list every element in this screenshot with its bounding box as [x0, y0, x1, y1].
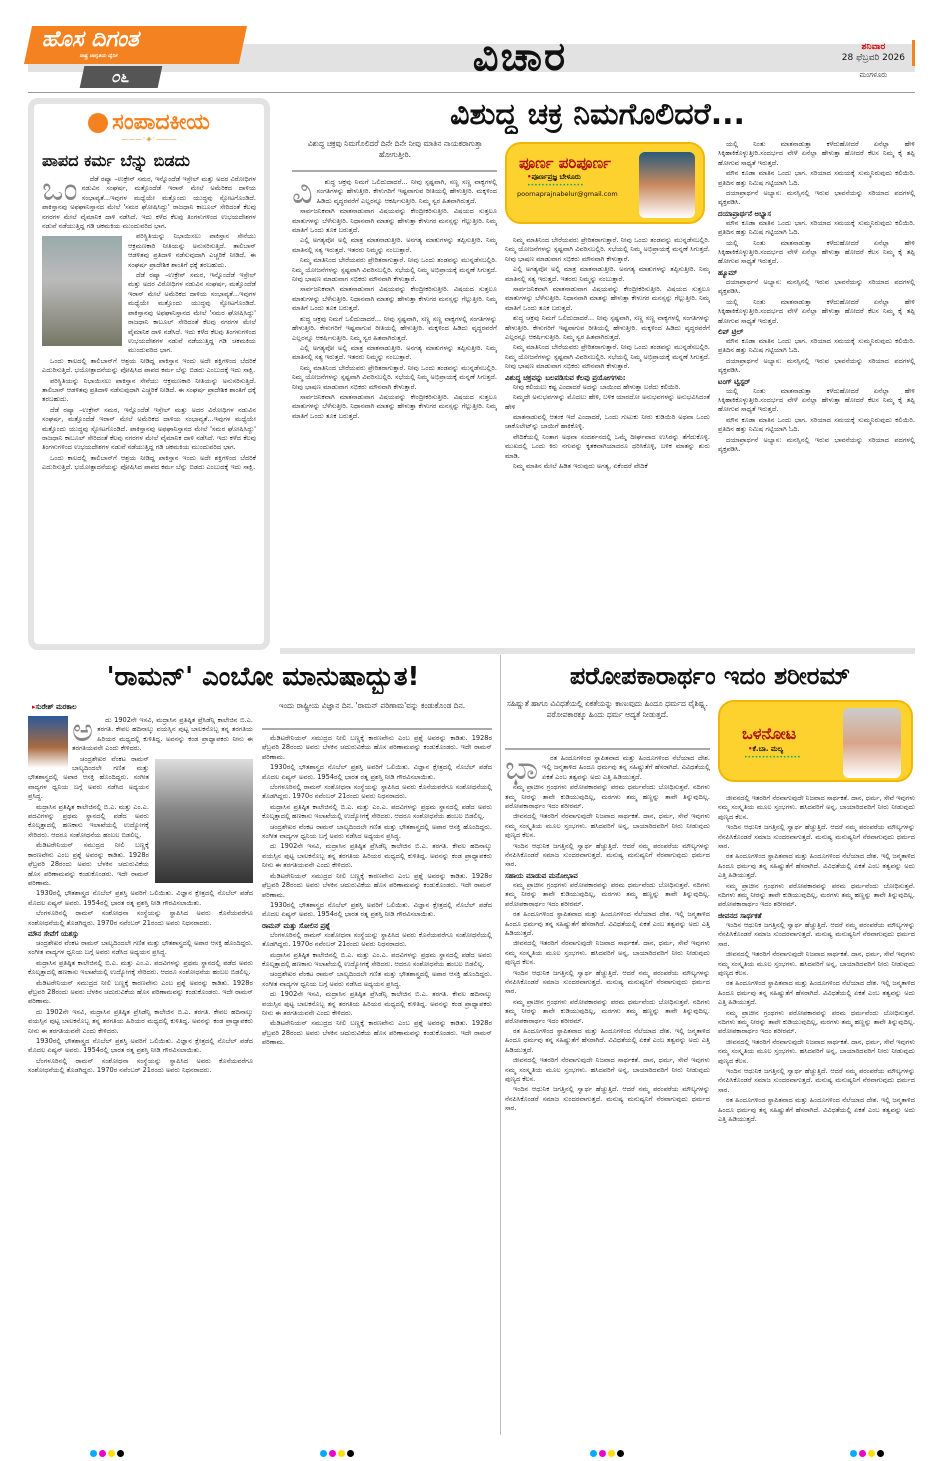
column-name: ಒಳನೋಟ	[742, 724, 797, 743]
paragraph: ಇಂದಿನ ಆಧುನಿಕ ಜಗತ್ತಿನಲ್ಲಿ ಸ್ವಾರ್ಥ ಹೆಚ್ಚುತ್ತಿದೆ. ಆದರೆ ನಮ್ಮ ಪರಂಪರೆಯ ಮೌಲ್ಯಗಳನ್ನು ನೆನಪಿಸಿಕೊಂಡರೆ ಸಮಾಜ ಸುಂದರವಾಗುತ್ತದೆ. ಮನುಷ್ಯ ಮನುಷ್ಯನಿಗೆ ನೆರವಾಗುವುದು ಧರ್ಮದ ಸಾರ.	[505, 1085, 710, 1113]
author-photo	[639, 152, 695, 218]
paragraph: ದು 1902ನೇ ಇಸವಿ, ಮದ್ರಾಸಿನ ಪ್ರತಿಷ್ಠಿತ ಪ್ರೆಸಿಡೆನ್ಸಿ ಕಾಲೇಜಿನ ಬಿ.ಎ. ತರಗತಿ. ಕೇವಲ ಹದಿನಾಲ್ಕು ವಯಸ್ಸಿನ ಪುಟ್ಟ ಬಾಲಕನೊಬ್ಬ ತನ್ನ ತರಗತಿಯ ಹಿರಿಯರ ಮಧ್ಯದಲ್ಲಿ ಕುಳಿತಿದ್ದ. ಅವನನ್ನು ಕಂಡ ಪ್ರಾಧ್ಯಾಪಕರು ನೀನು ಈ ತರಗತಿಯವನೇ ಎಂದು ಕೇಳಿದರು.	[262, 842, 492, 870]
paragraph: ಒಂದು ಕಾಲದಲ್ಲಿ ತಾಲಿಬಾನ್‌ಗೆ ಆಶ್ರಯ ನೀಡಿದ್ದ ಪಾಕಿಸ್ತಾನ ಇಂದು ಅದೇ ಶಕ್ತಿಗಳಿಂದ ಬೆದರಿಕೆ ಎದುರಿಸುತ್ತಿದೆ. ಭಯೋತ್ಪಾದನೆಯನ್ನು ಪೋಷಿಸಿದ ಪಾಪದ ಕರ್ಮ ಬೆನ್ನು ಬಿಡದು ಎಂಬುದಕ್ಕೆ ಇದು ಸಾಕ್ಷಿ.	[42, 453, 256, 472]
paragraph: ದು 1902ನೇ ಇಸವಿ, ಮದ್ರಾಸಿನ ಪ್ರತಿಷ್ಠಿತ ಪ್ರೆಸಿಡೆನ್ಸಿ ಕಾಲೇಜಿನ ಬಿ.ಎ. ತರಗತಿ. ಕೇವಲ ಹದಿನಾಲ್ಕು ವಯಸ್ಸಿನ ಪುಟ್ಟ ಬಾಲಕನೊಬ್ಬ ತನ್ನ ತರಗತಿಯ ಹಿರಿಯರ ಮಧ್ಯದಲ್ಲಿ ಕುಳಿತಿದ್ದ. ಅವನನ್ನು ಕಂಡ ಪ್ರಾಧ್ಯಾಪಕರು ನೀನು ಈ ತರಗತಿಯವನೇ ಎಂದು ಕೇಳಿದರು.	[262, 990, 492, 1017]
paragraph: ನೀವು ಕಲಿಯಲು ಕಷ್ಟ ಎಂದಾದರೆ ಅದನ್ನು ಬಾಯಿಂದ ಹೇಳುತ್ತಾ ಬರೆದು ಕಲಿಯಿರಿ.	[513, 382, 681, 391]
paragraph: ಜೀವನದಲ್ಲಿ ಇತರರಿಗೆ ನೆರವಾಗುವುದೇ ನಿಜವಾದ ಸಾರ್ಥಕತೆ. ದಾನ, ಧರ್ಮ, ಸೇವೆ ಇವುಗಳು ನಮ್ಮ ಸಂಸ್ಕೃತಿಯ ಮೂಲ ಸ್ತಂಭಗಳು. ಹಸಿದವರಿಗೆ ಅನ್ನ, ಬಾಯಾರಿದವರಿಗೆ ನೀರು ನೀಡುವುದು ಪುಣ್ಯದ ಕೆಲಸ.	[718, 1037, 915, 1065]
editorial-body	[34, 175, 264, 635]
paragraph: ಮದ್ರಾಸಿನ ಪ್ರತಿಷ್ಠಿತ ಕಾಲೇಜಿನಲ್ಲಿ ಬಿ.ಎ. ಮತ್ತು ಎಂ.ಎ. ಪದವಿಗಳನ್ನು ಪ್ರಥಮ ಸ್ಥಾನದಲ್ಲಿ ಪಡೆದ ಅವರು ಕೊಲ್ಕತ್ತಾದಲ್ಲಿ ಹಣಕಾಸು ಇಲಾಖೆಯಲ್ಲಿ ಉದ್ಯೋಗಕ್ಕೆ ಸೇರಿದರು. ಆದರೂ ಸಂಶೋಧನೆಯ ಹಂಬಲ ಬಿಡಲಿಲ್ಲ.	[262, 950, 492, 968]
subhead: ಪೂರ್ಣಪ್ರಜ್ಞ ಬೇಳೂರು	[531, 173, 581, 181]
divider	[292, 170, 497, 172]
lamp-icon	[88, 113, 108, 133]
subhead: ಮೌನ ಸೇವೆಗೆ ಯಶಸ್ಸು	[28, 929, 79, 938]
paragraph: ಚಂದ್ರಶೇಖರ ವೆಂಕಟ ರಾಮನ್ ಬಾಲ್ಯದಿಂದಲೇ ಗಣಿತ ಮತ್ತು ಭೌತಶಾಸ್ತ್ರದಲ್ಲಿ ಅಪಾರ ಆಸಕ್ತಿ ಹೊಂದಿದ್ದರು. ಸಂಗೀತ ವಾದ್ಯಗಳ ಧ್ವನಿಯ ಬಗ್ಗೆ ಅವರು ನಡೆಸಿದ ಅಧ್ಯಯನ ಪ್ರಸಿದ್ಧ.	[28, 754, 149, 801]
paragraph: ನಿಮ್ಮ ಮಾತಿನಿಂದ ಬೇರೆಯವರು ಪ್ರೇರಿತರಾಗುತ್ತಾರೆ. ನೀವು ಒಂದು ತಂಡವನ್ನು ಮುನ್ನಡೆಸಬಲ್ಲಿರಿ. ನಿಮ್ಮ ಯೋಜನೆಗಳನ್ನು ಸ್ಪಷ್ಟವಾಗಿ ವಿವರಿಸಬಲ್ಲಿರಿ. ಸಭೆಯಲ್ಲಿ ನಿಮ್ಮ ಅಭಿಪ್ರಾಯಕ್ಕೆ ಮನ್ನಣೆ ಸಿಗುತ್ತದೆ. ನೀವು ಭಾಷಣ ಮಾಡುವಾಗ ಸಭಿಕರು ಮೌನವಾಗಿ ಕೇಳುತ್ತಾರೆ.	[505, 236, 710, 263]
paragraph: ಯಲ್ಲಿ ನಿಂತು ಮಾತನಾಡುತ್ತಾ ಕಳೆದುಹೋದರೆ ಏನೆಲ್ಲಾ ಹೇಳಿ ಸಿಕ್ಕಿಹಾಕಿಕೊಳ್ಳುತ್ತೀರಿ.ಸಂದರ್ಭದ ವೇಳೆ ಏನೆಲ್ಲಾ ಹೇಳುತ್ತಾ ಹೋದರೆ ಕೆಲಸ ನಿಮ್ಮ ಕೈ ತಪ್ಪಿ ಹೋಗುವ ಸಾಧ್ಯತೆ ಇರುತ್ತದೆ.	[718, 140, 915, 167]
paragraph: ನಮ್ಮ ಪ್ರಾಚೀನ ಗ್ರಂಥಗಳು ಪರೋಪಕಾರವನ್ನು ಪರಮ ಧರ್ಮವೆಂದು ಬೋಧಿಸುತ್ತವೆ. ನದಿಗಳು ತಮ್ಮ ನೀರನ್ನು ತಾವೇ ಕುಡಿಯುವುದಿಲ್ಲ, ಮರಗಳು ತಮ್ಮ ಹಣ್ಣನ್ನು ತಾವೇ ತಿನ್ನುವುದಿಲ್ಲ. ಪರೋಪಕಾರಾರ್ಥಂ ಇದಂ ಶರೀರಮ್.	[505, 880, 710, 908]
raman-standfirst: ಇಂದು ರಾಷ್ಟ್ರೀಯ ವಿಜ್ಞಾನ ದಿನ. 'ರಾಮನ್ ಪರಿಣಾಮ'ವನ್ನು ಕಂಡುಕೊಂಡ ದಿನ.	[278, 701, 466, 710]
paragraph: ಬೆಂಗಳೂರಿನಲ್ಲಿ ರಾಮನ್ ಸಂಶೋಧನಾ ಸಂಸ್ಥೆಯನ್ನು ಸ್ಥಾಪಿಸಿದ ಅವರು ಕೊನೆಯವರೆಗೂ ಸಂಶೋಧನೆಯಲ್ಲಿ ತೊಡಗಿದ್ದರು. 1970ರ ನವೆಂಬರ್ 21ರಂದು ಅವರು ನಿಧನರಾದರು.	[28, 1056, 253, 1075]
day: ಶನಿವಾರ	[861, 42, 886, 52]
paragraph: ನಮ್ಮ ಪ್ರಾಚೀನ ಗ್ರಂಥಗಳು ಪರೋಪಕಾರವನ್ನು ಪರಮ ಧರ್ಮವೆಂದು ಬೋಧಿಸುತ್ತವೆ. ನದಿಗಳು ತಮ್ಮ ನೀರನ್ನು ತಾವೇ ಕುಡಿಯುವುದಿಲ್ಲ, ಮರಗಳು ತಮ್ಮ ಹಣ್ಣನ್ನು ತಾವೇ ತಿನ್ನುವುದಿಲ್ಲ. ಪರೋಪಕಾರಾರ್ಥಂ ಇದಂ ಶರೀರಮ್.	[505, 997, 710, 1025]
registration-marks	[320, 1442, 356, 1461]
paragraph: 1930ರಲ್ಲಿ ಭೌತಶಾಸ್ತ್ರದ ನೊಬೆಲ್ ಪ್ರಶಸ್ತಿ ಅವರಿಗೆ ಒಲಿಯಿತು. ವಿಜ್ಞಾನ ಕ್ಷೇತ್ರದಲ್ಲಿ ನೊಬೆಲ್ ಪಡೆದ ಮೊದಲ ಏಷ್ಯನ್ ಅವರು. 1954ರಲ್ಲಿ ಭಾರತ ರತ್ನ ಪ್ರಶಸ್ತಿ ನೀಡಿ ಗೌರವಿಸಲಾಯಿತು.	[28, 1037, 253, 1055]
paragraph: ನಿಮ್ಮ ಮಾತಿನಿಂದ ಬೇರೆಯವರು ಪ್ರೇರಿತರಾಗುತ್ತಾರೆ. ನೀವು ಒಂದು ತಂಡವನ್ನು ಮುನ್ನಡೆಸಬಲ್ಲಿರಿ. ನಿಮ್ಮ ಯೋಜನೆಗಳನ್ನು ಸ್ಪಷ್ಟವಾಗಿ ವಿವರಿಸಬಲ್ಲಿರಿ. ಸಭೆಯಲ್ಲಿ ನಿಮ್ಮ ಅಭಿಪ್ರಾಯಕ್ಕೆ ಮನ್ನಣೆ ಸಿಗುತ್ತದೆ. ನೀವು ಭಾಷಣ ಮಾಡುವಾಗ ಸಭಿಕರು ಮೌನವಾಗಿ ಕೇಳುತ್ತಾರೆ.	[505, 343, 710, 371]
paragraph: ಪರಿಸ್ಥಿತಿಯನ್ನು ನಿಭಾಯಿಸಲು ಪಾಕಿಸ್ತಾನ ಸೇನೆಯು ಆಕ್ರಮಣಕಾರಿ ನೀತಿಯನ್ನು ಅನುಸರಿಸುತ್ತಿದೆ. ತಾಲಿಬಾನ್ ಆಡಳಿತವು ಪ್ರತಿದಾಳಿ ನಡೆಸುವುದಾಗಿ ಎಚ್ಚರಿಕೆ ನೀಡಿದೆ. ಈ ಸಂಘರ್ಷ ಪ್ರಾದೇಶಿಕ ಶಾಂತಿಗೆ ಧಕ್ಕೆ ತರಬಹುದು.	[42, 376, 256, 404]
paragraph: ಬೆಂಗಳೂರಿನಲ್ಲಿ ರಾಮನ್ ಸಂಶೋಧನಾ ಸಂಸ್ಥೆಯನ್ನು ಸ್ಥಾಪಿಸಿದ ಅವರು ಕೊನೆಯವರೆಗೂ ಸಂಶೋಧನೆಯಲ್ಲಿ ತೊಡಗಿದ್ದರು. 1970ರ ನವೆಂಬರ್ 21ರಂದು ಅವರು ನಿಧನರಾದರು.	[262, 783, 492, 801]
dropcap: ಅ	[72, 716, 94, 749]
lead-body-col2	[505, 236, 710, 644]
author-email[interactable]: poornaprajnabelur@gmail.com	[517, 190, 618, 198]
olanota-headline: ಪರೋಪಕಾರಾರ್ಥಂ ಇದಂ ಶರೀರಮ್	[569, 662, 851, 690]
paragraph: ದು 1902ನೇ ಇಸವಿ, ಮದ್ರಾಸಿನ ಪ್ರತಿಷ್ಠಿತ ಪ್ರೆಸಿಡೆನ್ಸಿ ಕಾಲೇಜಿನ ಬಿ.ಎ. ತರಗತಿ. ಕೇವಲ ಹದಿನಾಲ್ಕು ವಯಸ್ಸಿನ ಪುಟ್ಟ ಬಾಲಕನೊಬ್ಬ ತನ್ನ ತರಗತಿಯ ಹಿರಿಯರ ಮಧ್ಯದಲ್ಲಿ ಕುಳಿತಿದ್ದ. ಅವನನ್ನು ಕಂಡ ಪ್ರಾಧ್ಯಾಪಕರು ನೀನು ಈ ತರಗತಿಯವನೇ ಎಂದು ಕೇಳಿದರು.	[72, 716, 253, 753]
paragraph: ಶುದ್ಧ ಚಕ್ರವು ನಿಮಗೆ ಒಲಿದುದಾದರೆ... ನೀವು ಸ್ಪಷ್ಟವಾಗಿ, ಸಣ್ಣ ಸಣ್ಣ ವಾಕ್ಯಗಳಲ್ಲಿ ಸಂಗತಿಗಳನ್ನು ಹೇಳುತ್ತೀರಿ. ಕೇಳುಗರಿಗೆ ಇಷ್ಟವಾಗುವ ರೀತಿಯಲ್ಲಿ ಹೇಳುತ್ತೀರಿ. ಮಕ್ಕಳಿಂದ ಹಿಡಿದು ವೃದ್ಧರವರೆಗೆ ಎಲ್ಲರನ್ನೂ ಆಕರ್ಷಿಸುತ್ತೀರಿ. ನಿಮ್ಮ ಸ್ವರ ಹಿತವಾಗಿರುತ್ತದೆ.	[316, 178, 497, 205]
paragraph: ಬೆಂಗಳೂರಿನಲ್ಲಿ ರಾಮನ್ ಸಂಶೋಧನಾ ಸಂಸ್ಥೆಯನ್ನು ಸ್ಥಾಪಿಸಿದ ಅವರು ಕೊನೆಯವರೆಗೂ ಸಂಶೋಧನೆಯಲ್ಲಿ ತೊಡಗಿದ್ದರು. 1970ರ ನವೆಂಬರ್ 21ರಂದು ಅವರು ನಿಧನರಾದರು.	[262, 930, 492, 949]
paper-logo	[24, 26, 247, 64]
paragraph: ನಮ್ಮ ಪ್ರಾಚೀನ ಗ್ರಂಥಗಳು ಪರೋಪಕಾರವನ್ನು ಪರಮ ಧರ್ಮವೆಂದು ಬೋಧಿಸುತ್ತವೆ. ನದಿಗಳು ತಮ್ಮ ನೀರನ್ನು ತಾವೇ ಕುಡಿಯುವುದಿಲ್ಲ, ಮರಗಳು ತಮ್ಮ ಹಣ್ಣನ್ನು ತಾವೇ ತಿನ್ನುವುದಿಲ್ಲ. ಪರೋಪಕಾರಾರ್ಥಂ ಇದಂ ಶರೀರಮ್.	[505, 783, 710, 811]
paragraph: ಜೀವನದಲ್ಲಿ ಇತರರಿಗೆ ನೆರವಾಗುವುದೇ ನಿಜವಾದ ಸಾರ್ಥಕತೆ. ದಾನ, ಧರ್ಮ, ಸೇವೆ ಇವುಗಳು ನಮ್ಮ ಸಂಸ್ಕೃತಿಯ ಮೂಲ ಸ್ತಂಭಗಳು. ಹಸಿದವರಿಗೆ ಅನ್ನ, ಬಾಯಾರಿದವರಿಗೆ ನೀರು ನೀಡುವುದು ಪುಣ್ಯದ ಕೆಲಸ.	[718, 950, 915, 977]
column-name: ಪೂರ್ಣ ಪರಿಪೂರ್ಣ	[519, 154, 611, 172]
paragraph: ಯಲ್ಲಿ ನಿಂತು ಮಾತನಾಡುತ್ತಾ ಕಳೆದುಹೋದರೆ ಏನೆಲ್ಲಾ ಹೇಳಿ ಸಿಕ್ಕಿಹಾಕಿಕೊಳ್ಳುತ್ತೀರಿ.ಸಂದರ್ಭದ ವೇಳೆ ಏನೆಲ್ಲಾ ಹೇಳುತ್ತಾ ಹೋದರೆ ಕೆಲಸ ನಿಮ್ಮ ಕೈ ತಪ್ಪಿ ಹೋಗುವ ಸಾಧ್ಯತೆ ಇರುತ್ತದೆ.	[718, 386, 915, 414]
subhead: ರಾಮನ್ ಮತ್ತು ಸೋಲಿನ ಪ್ರಶ್ನೆ	[262, 921, 331, 930]
raman-body-col2	[262, 734, 492, 1434]
subhead: ವಿಶುದ್ಧ ಚಕ್ರವನ್ನು ಬಲಪಡಿಸುವ ಕೆಲವು ಪ್ರಯೋಗಗಳು:	[505, 373, 626, 382]
paragraph: ದಯಾಪ್ರಾರ್ಥನೆ ಅಭ್ಯಾಸ: ಮನಸ್ಸಿನಲ್ಲಿ ಇರುವ ಭಾವನೆಯನ್ನು ಸರಿಯಾದ ಪದಗಳಲ್ಲಿ ವ್ಯಕ್ತಪಡಿಸಿ.	[718, 277, 915, 296]
editorial-label	[34, 110, 264, 135]
paragraph: ಎಲ್ಲಿ ಅಗತ್ಯವೋ ಅಲ್ಲಿ ಮಾತ್ರ ಮಾತನಾಡುತ್ತೀರಿ. ಅನಗತ್ಯ ಮಾತುಗಳನ್ನು ತಪ್ಪಿಸುತ್ತೀರಿ. ನಿಮ್ಮ ಮಾತಿನಲ್ಲಿ ಸತ್ಯ ಇರುತ್ತದೆ. ಇತರರು ನಿಮ್ಮನ್ನು ನಂಬುತ್ತಾರೆ.	[505, 265, 710, 283]
paragraph: ಯಲ್ಲಿ ನಿಂತು ಮಾತನಾಡುತ್ತಾ ಕಳೆದುಹೋದರೆ ಏನೆಲ್ಲಾ ಹೇಳಿ ಸಿಕ್ಕಿಹಾಕಿಕೊಳ್ಳುತ್ತೀರಿ.ಸಂದರ್ಭದ ವೇಳೆ ಏನೆಲ್ಲಾ ಹೇಳುತ್ತಾ ಹೋದರೆ ಕೆಲಸ ನಿಮ್ಮ ಕೈ ತಪ್ಪಿ ಹೋಗುವ ಸಾಧ್ಯತೆ ಇರುತ್ತದೆ.	[718, 297, 915, 325]
columnist-card	[718, 700, 913, 782]
paragraph: ಶುದ್ಧ ಚಕ್ರವು ನಿಮಗೆ ಒಲಿದುದಾದರೆ... ನೀವು ಸ್ಪಷ್ಟವಾಗಿ, ಸಣ್ಣ ಸಣ್ಣ ವಾಕ್ಯಗಳಲ್ಲಿ ಸಂಗತಿಗಳನ್ನು ಹೇಳುತ್ತೀರಿ. ಕೇಳುಗರಿಗೆ ಇಷ್ಟವಾಗುವ ರೀತಿಯಲ್ಲಿ ಹೇಳುತ್ತೀರಿ. ಮಕ್ಕಳಿಂದ ಹಿಡಿದು ವೃದ್ಧರವರೆಗೆ ಎಲ್ಲರನ್ನೂ ಆಕರ್ಷಿಸುತ್ತೀರಿ. ನಿಮ್ಮ ಸ್ವರ ಹಿತವಾಗಿರುತ್ತದೆ.	[292, 314, 497, 342]
paragraph: ಸಾರ್ವಜನಿಕವಾಗಿ ಮಾತನಾಡುವಾಗ ವಿಷಯವನ್ನು ಕೇಂದ್ರೀಕರಿಸುತ್ತೀರಿ. ವಿಷಯದ ಸುತ್ತಲೂ ಮಾತುಗಳನ್ನು ಬೆಳೆಸುತ್ತೀರಿ. ನಿಧಾನವಾಗಿ ಮಾತನ್ನು ಹೇಳುತ್ತಾ ಕೇಳುಗರ ಮನಸ್ಸನ್ನು ಗೆಲ್ಲುತ್ತೀರಿ. ನಿಮ್ಮ ಮಾತಿಗೆ ಒಂದು ತೂಕ ಬರುತ್ತದೆ.	[292, 392, 497, 420]
subhead: ಸಹಾಯ ಮಾಡುವ ಮನೋಭಾವ	[505, 871, 578, 880]
paragraph: ಮದ್ರಾಸಿನ ಪ್ರತಿಷ್ಠಿತ ಕಾಲೇಜಿನಲ್ಲಿ ಬಿ.ಎ. ಮತ್ತು ಎಂ.ಎ. ಪದವಿಗಳನ್ನು ಪ್ರಥಮ ಸ್ಥಾನದಲ್ಲಿ ಪಡೆದ ಅವರು ಕೊಲ್ಕತ್ತಾದಲ್ಲಿ ಹಣಕಾಸು ಇಲಾಖೆಯಲ್ಲಿ ಉದ್ಯೋಗಕ್ಕೆ ಸೇರಿದರು. ಆದರೂ ಸಂಶೋಧನೆಯ ಹಂಬಲ ಬಿಡಲಿಲ್ಲ.	[28, 958, 253, 977]
paper-name: ಹೊಸ ದಿಗಂತ	[40, 27, 143, 52]
paragraph: ಮೌನ ಕೂಡಾ ಮಾತಿನ ಒಂದು ಭಾಗ. ಸರಿಯಾದ ಸಮಯಕ್ಕೆ ಸುಮ್ಮನಿರುವುದು ಕಲಿಯಿರಿ. ಪ್ರತಿದಿನ ಹತ್ತು ನಿಮಿಷ ಗಟ್ಟಿಯಾಗಿ ಓದಿ.	[718, 169, 915, 187]
registration-marks	[590, 1442, 626, 1461]
paragraph: ಚಂದ್ರಶೇಖರ ವೆಂಕಟ ರಾಮನ್ ಬಾಲ್ಯದಿಂದಲೇ ಗಣಿತ ಮತ್ತು ಭೌತಶಾಸ್ತ್ರದಲ್ಲಿ ಅಪಾರ ಆಸಕ್ತಿ ಹೊಂದಿದ್ದರು. ಸಂಗೀತ ವಾದ್ಯಗಳ ಧ್ವನಿಯ ಬಗ್ಗೆ ಅವರು ನಡೆಸಿದ ಅಧ್ಯಯನ ಪ್ರಸಿದ್ಧ.	[28, 938, 253, 957]
editorial-box	[28, 98, 270, 650]
paragraph: ನಮ್ಮ ಪ್ರಾಚೀನ ಗ್ರಂಥಗಳು ಪರೋಪಕಾರವನ್ನು ಪರಮ ಧರ್ಮವೆಂದು ಬೋಧಿಸುತ್ತವೆ. ನದಿಗಳು ತಮ್ಮ ನೀರನ್ನು ತಾವೇ ಕುಡಿಯುವುದಿಲ್ಲ, ಮರಗಳು ತಮ್ಮ ಹಣ್ಣನ್ನು ತಾವೇ ತಿನ್ನುವುದಿಲ್ಲ. ಪರೋಪಕಾರಾರ್ಥಂ ಇದಂ ಶರೀರಮ್.	[718, 1008, 915, 1036]
divider	[500, 655, 501, 1435]
paragraph: ನಮ್ಮ ಪ್ರಾಚೀನ ಗ್ರಂಥಗಳು ಪರೋಪಕಾರವನ್ನು ಪರಮ ಧರ್ಮವೆಂದು ಬೋಧಿಸುತ್ತವೆ. ನದಿಗಳು ತಮ್ಮ ನೀರನ್ನು ತಾವೇ ಕುಡಿಯುವುದಿಲ್ಲ, ಮರಗಳು ತಮ್ಮ ಹಣ್ಣನ್ನು ತಾವೇ ತಿನ್ನುವುದಿಲ್ಲ. ಪರೋಪಕಾರಾರ್ಥಂ ಇದಂ ಶರೀರಮ್.	[718, 881, 915, 909]
paragraph: ಬೆಂಗಳೂರಿನಲ್ಲಿ ರಾಮನ್ ಸಂಶೋಧನಾ ಸಂಸ್ಥೆಯನ್ನು ಸ್ಥಾಪಿಸಿದ ಅವರು ಕೊನೆಯವರೆಗೂ ಸಂಶೋಧನೆಯಲ್ಲಿ ತೊಡಗಿದ್ದರು. 1970ರ ನವೆಂಬರ್ 21ರಂದು ಅವರು ನಿಧನರಾದರು.	[28, 909, 253, 927]
lead-body-col3	[718, 140, 915, 640]
dropcap: ಭಾ	[505, 754, 539, 787]
lead-headline: ವಿಶುದ್ಧ ಚಕ್ರ ನಿಮಗೊಲಿದರೆ...	[450, 97, 745, 132]
paragraph: ಯಲ್ಲಿ ನಿಂತು ಮಾತನಾಡುತ್ತಾ ಕಳೆದುಹೋದರೆ ಏನೆಲ್ಲಾ ಹೇಳಿ ಸಿಕ್ಕಿಹಾಕಿಕೊಳ್ಳುತ್ತೀರಿ.ಸಂದರ್ಭದ ವೇಳೆ ಏನೆಲ್ಲಾ ಹೇಳುತ್ತಾ ಹೋದರೆ ಕೆಲಸ ನಿಮ್ಮ ಕೈ ತಪ್ಪಿ ಹೋಗುವ ಸಾಧ್ಯತೆ ಇರುತ್ತದೆ.	[718, 238, 915, 266]
paragraph: 1930ರಲ್ಲಿ ಭೌತಶಾಸ್ತ್ರದ ನೊಬೆಲ್ ಪ್ರಶಸ್ತಿ ಅವರಿಗೆ ಒಲಿಯಿತು. ವಿಜ್ಞಾನ ಕ್ಷೇತ್ರದಲ್ಲಿ ನೊಬೆಲ್ ಪಡೆದ ಮೊದಲ ಏಷ್ಯನ್ ಅವರು. 1954ರಲ್ಲಿ ಭಾರತ ರತ್ನ ಪ್ರಶಸ್ತಿ ನೀಡಿ ಗೌರವಿಸಲಾಯಿತು.	[28, 889, 253, 907]
paragraph: ವೇದಿಕೆಯಲ್ಲಿ ನಿಂತಾಗ ಅಥವಾ ಸಂದರ್ಶನದಲ್ಲಿ ಒಮ್ಮೆ ದೀರ್ಘವಾದ ಉಸಿರನ್ನು ತೆಗೆದುಕೊಳ್ಳಿ. ಮುಖದಲ್ಲಿ ಒಂದು ಕಿರು ನಗುವನ್ನು ಕೃತಕವಾಗಿಯಾದರೂ ಧರಿಸಿಕೊಳ್ಳಿ, ಬಳಿಕ ಮಾತನ್ನು ಶುರು ಮಾಡಿ.	[505, 432, 710, 460]
paragraph: ಮೆಡಿಟರೇನಿಯನ್ ಸಮುದ್ರದ ನೀಲಿ ಬಣ್ಣಕ್ಕೆ ಕಾರಣವೇನು ಎಂಬ ಪ್ರಶ್ನೆ ಅವರನ್ನು ಕಾಡಿತು. 1928ರ ಫೆಬ್ರವರಿ 28ರಂದು ಅವರು ಬೆಳಕಿನ ಚದುರುವಿಕೆಯ ಹೊಸ ಪರಿಣಾಮವನ್ನು ಕಂಡುಕೊಂಡರು. ಇದೇ ರಾಮನ್ ಪರಿಣಾಮ.	[262, 734, 492, 761]
paragraph: ನಿಮ್ಮ ಮಾತಿನ ಮೇಲೆ ಹಿಡಿತ ಇರುವುದು ಅಗತ್ಯ, ಏಕೆಂದರೆ ವೇದಿಕೆ	[513, 461, 648, 470]
paragraph: ಮದ್ರಾಸಿನ ಪ್ರತಿಷ್ಠಿತ ಕಾಲೇಜಿನಲ್ಲಿ ಬಿ.ಎ. ಮತ್ತು ಎಂ.ಎ. ಪದವಿಗಳನ್ನು ಪ್ರಥಮ ಸ್ಥಾನದಲ್ಲಿ ಪಡೆದ ಅವರು ಕೊಲ್ಕತ್ತಾದಲ್ಲಿ ಹಣಕಾಸು ಇಲಾಖೆಯಲ್ಲಿ ಉದ್ಯೋಗಕ್ಕೆ ಸೇರಿದರು. ಆದರೂ ಸಂಶೋಧನೆಯ ಹಂಬಲ ಬಿಡಲಿಲ್ಲ.	[28, 802, 149, 839]
paragraph: ನಿಮ್ಮ ಮಾತಿನಿಂದ ಬೇರೆಯವರು ಪ್ರೇರಿತರಾಗುತ್ತಾರೆ. ನೀವು ಒಂದು ತಂಡವನ್ನು ಮುನ್ನಡೆಸಬಲ್ಲಿರಿ. ನಿಮ್ಮ ಯೋಜನೆಗಳನ್ನು ಸ್ಪಷ್ಟವಾಗಿ ವಿವರಿಸಬಲ್ಲಿರಿ. ಸಭೆಯಲ್ಲಿ ನಿಮ್ಮ ಅಭಿಪ್ರಾಯಕ್ಕೆ ಮನ್ನಣೆ ಸಿಗುತ್ತದೆ. ನೀವು ಭಾಷಣ ಮಾಡುವಾಗ ಸಭಿಕರು ಮೌನವಾಗಿ ಕೇಳುತ್ತಾರೆ.	[292, 363, 497, 391]
paragraph: ಇಂದಿನ ಆಧುನಿಕ ಜಗತ್ತಿನಲ್ಲಿ ಸ್ವಾರ್ಥ ಹೆಚ್ಚುತ್ತಿದೆ. ಆದರೆ ನಮ್ಮ ಪರಂಪರೆಯ ಮೌಲ್ಯಗಳನ್ನು ನೆನಪಿಸಿಕೊಂಡರೆ ಸಮಾಜ ಸುಂದರವಾಗುತ್ತದೆ. ಮನುಷ್ಯ ಮನುಷ್ಯನಿಗೆ ನೆರವಾಗುವುದು ಧರ್ಮದ ಸಾರ.	[505, 968, 710, 996]
ornament: ••••••••••••••••	[527, 182, 584, 189]
subhead: ಕೆ.ಬಾ. ಮಲ್ಯ	[752, 745, 784, 753]
subhead: ದಯಾಪ್ರಾರ್ಥನೆ ಅಭ್ಯಾಸ	[718, 209, 772, 218]
paragraph: ಮೆಡಿಟರೇನಿಯನ್ ಸಮುದ್ರದ ನೀಲಿ ಬಣ್ಣಕ್ಕೆ ಕಾರಣವೇನು ಎಂಬ ಪ್ರಶ್ನೆ ಅವರನ್ನು ಕಾಡಿತು. 1928ರ ಫೆಬ್ರವರಿ 28ರಂದು ಅವರು ಬೆಳಕಿನ ಚದುರುವಿಕೆಯ ಹೊಸ ಪರಿಣಾಮವನ್ನು ಕಂಡುಕೊಂಡರು. ಇದೇ ರಾಮನ್ ಪರಿಣಾಮ.	[262, 1019, 492, 1047]
subhead: ಟಂಗ್ ಟ್ವಿಸ್ಟರ್	[718, 377, 751, 386]
subhead: ಸುರೇಶ್ ಮರಕಾಲ	[35, 703, 77, 711]
paragraph: ಮೌನ ಕೂಡಾ ಮಾತಿನ ಒಂದು ಭಾಗ. ಸರಿಯಾದ ಸಮಯಕ್ಕೆ ಸುಮ್ಮನಿರುವುದು ಕಲಿಯಿರಿ. ಪ್ರತಿದಿನ ಹತ್ತು ನಿಮಿಷ ಗಟ್ಟಿಯಾಗಿ ಓದಿ.	[718, 336, 915, 355]
paragraph: ರತ ಹಿಂದೂಗಳಿಂದ ಸ್ಥಾಪಿತವಾದ ಮತ್ತು ಹಿಂದೂಗಳಿಂದ ನೆಲೆಯಾದ ದೇಶ. ಇಲ್ಲಿ ಜನ್ಮತಾಳಿದ ಹಿಂದೂ ಧರ್ಮವು ತನ್ನ ಸಹಿಷ್ಣುತೆಗೆ ಹೆಸರಾಗಿದೆ. ವಿವಿಧತೆಯಲ್ಲಿ ಏಕತೆ ಎಂಬ ತತ್ವವನ್ನು ಅದು ಎತ್ತಿ ಹಿಡಿಯುತ್ತದೆ.	[542, 754, 710, 781]
paragraph: ರತ ಹಿಂದೂಗಳಿಂದ ಸ್ಥಾಪಿತವಾದ ಮತ್ತು ಹಿಂದೂಗಳಿಂದ ನೆಲೆಯಾದ ದೇಶ. ಇಲ್ಲಿ ಜನ್ಮತಾಳಿದ ಹಿಂದೂ ಧರ್ಮವು ತನ್ನ ಸಹಿಷ್ಣುತೆಗೆ ಹೆಸರಾಗಿದೆ. ವಿವಿಧತೆಯಲ್ಲಿ ಏಕತೆ ಎಂಬ ತತ್ವವನ್ನು ಅದು ಎತ್ತಿ ಹಿಡಿಯುತ್ತದೆ.	[505, 1026, 710, 1054]
paragraph: ಇಂದಿನ ಆಧುನಿಕ ಜಗತ್ತಿನಲ್ಲಿ ಸ್ವಾರ್ಥ ಹೆಚ್ಚುತ್ತಿದೆ. ಆದರೆ ನಮ್ಮ ಪರಂಪರೆಯ ಮೌಲ್ಯಗಳನ್ನು ನೆನಪಿಸಿಕೊಂಡರೆ ಸಮಾಜ ಸುಂದರವಾಗುತ್ತದೆ. ಮನುಷ್ಯ ಮನುಷ್ಯನಿಗೆ ನೆರವಾಗುವುದು ಧರ್ಮದ ಸಾರ.	[505, 841, 710, 869]
ornament: ••••••••••••••••	[744, 754, 801, 761]
paragraph: ಮೆಡಿಟರೇನಿಯನ್ ಸಮುದ್ರದ ನೀಲಿ ಬಣ್ಣಕ್ಕೆ ಕಾರಣವೇನು ಎಂಬ ಪ್ರಶ್ನೆ ಅವರನ್ನು ಕಾಡಿತು. 1928ರ ಫೆಬ್ರವರಿ 28ರಂದು ಅವರು ಬೆಳಕಿನ ಚದುರುವಿಕೆಯ ಹೊಸ ಪರಿಣಾಮವನ್ನು ಕಂಡುಕೊಂಡರು. ಇದೇ ರಾಮನ್ ಪರಿಣಾಮ.	[28, 978, 253, 1006]
paragraph: 1930ರಲ್ಲಿ ಭೌತಶಾಸ್ತ್ರದ ನೊಬೆಲ್ ಪ್ರಶಸ್ತಿ ಅವರಿಗೆ ಒಲಿಯಿತು. ವಿಜ್ಞಾನ ಕ್ಷೇತ್ರದಲ್ಲಿ ನೊಬೆಲ್ ಪಡೆದ ಮೊದಲ ಏಷ್ಯನ್ ಅವರು. 1954ರಲ್ಲಿ ಭಾರತ ರತ್ನ ಪ್ರಶಸ್ತಿ ನೀಡಿ ಗೌರವಿಸಲಾಯಿತು.	[262, 900, 492, 919]
divider	[505, 748, 710, 750]
paper-tagline: ರಾಷ್ಟ್ರ ಜಾಗೃತಿಯ ದೈನಿಕ	[79, 53, 119, 59]
paragraph: ಮಾತನಾಡುವಲ್ಲಿ ಆತಂಕ ಇದೆ ಎಂದಾದರೆ, ಒಂದು ಗುಟುಕು ನೀರು ಕುಡಿಯಿರಿ ಅಥವಾ ಒಂದು ಚಾಕೊಲೇಟ್‌ನ್ನು ಬಾಯಿಗೆ ಹಾಕಿಕೊಳ್ಳಿ.	[505, 412, 710, 431]
paragraph: ನಿಮ್ಮ ಮಾತಿನಿಂದ ಬೇರೆಯವರು ಪ್ರೇರಿತರಾಗುತ್ತಾರೆ. ನೀವು ಒಂದು ತಂಡವನ್ನು ಮುನ್ನಡೆಸಬಲ್ಲಿರಿ. ನಿಮ್ಮ ಯೋಜನೆಗಳನ್ನು ಸ್ಪಷ್ಟವಾಗಿ ವಿವರಿಸಬಲ್ಲಿರಿ. ಸಭೆಯಲ್ಲಿ ನಿಮ್ಮ ಅಭಿಪ್ರಾಯಕ್ಕೆ ಮನ್ನಣೆ ಸಿಗುತ್ತದೆ. ನೀವು ಭಾಷಣ ಮಾಡುವಾಗ ಸಭಿಕರು ಮೌನವಾಗಿ ಕೇಳುತ್ತಾರೆ.	[292, 256, 497, 284]
paragraph: ಒಂದು ಕಾಲದಲ್ಲಿ ತಾಲಿಬಾನ್‌ಗೆ ಆಶ್ರಯ ನೀಡಿದ್ದ ಪಾಕಿಸ್ತಾನ ಇಂದು ಅದೇ ಶಕ್ತಿಗಳಿಂದ ಬೆದರಿಕೆ ಎದುರಿಸುತ್ತಿದೆ. ಭಯೋತ್ಪಾದನೆಯನ್ನು ಪೋಷಿಸಿದ ಪಾಪದ ಕರ್ಮ ಬೆನ್ನು ಬಿಡದು ಎಂಬುದಕ್ಕೆ ಇದು ಸಾಕ್ಷಿ.	[42, 356, 256, 375]
raman-headline: 'ರಾಮನ್' ಎಂಬೋ ಮಾನುಷಾದ್ಭುತ!	[106, 662, 420, 692]
paragraph: ದಯಾಪ್ರಾರ್ಥನೆ ಅಭ್ಯಾಸ: ಮನಸ್ಸಿನಲ್ಲಿ ಇರುವ ಭಾವನೆಯನ್ನು ಸರಿಯಾದ ಪದಗಳಲ್ಲಿ ವ್ಯಕ್ತಪಡಿಸಿ.	[718, 189, 915, 207]
paragraph: ರತ ಹಿಂದೂಗಳಿಂದ ಸ್ಥಾಪಿತವಾದ ಮತ್ತು ಹಿಂದೂಗಳಿಂದ ನೆಲೆಯಾದ ದೇಶ. ಇಲ್ಲಿ ಜನ್ಮತಾಳಿದ ಹಿಂದೂ ಧರ್ಮವು ತನ್ನ ಸಹಿಷ್ಣುತೆಗೆ ಹೆಸರಾಗಿದೆ. ವಿವಿಧತೆಯಲ್ಲಿ ಏಕತೆ ಎಂಬ ತತ್ವವನ್ನು ಅದು ಎತ್ತಿ ಹಿಡಿಯುತ್ತದೆ.	[505, 910, 710, 937]
paragraph: ಚಂದ್ರಶೇಖರ ವೆಂಕಟ ರಾಮನ್ ಬಾಲ್ಯದಿಂದಲೇ ಗಣಿತ ಮತ್ತು ಭೌತಶಾಸ್ತ್ರದಲ್ಲಿ ಅಪಾರ ಆಸಕ್ತಿ ಹೊಂದಿದ್ದರು. ಸಂಗೀತ ವಾದ್ಯಗಳ ಧ್ವನಿಯ ಬಗ್ಗೆ ಅವರು ನಡೆಸಿದ ಅಧ್ಯಯನ ಪ್ರಸಿದ್ಧ.	[262, 822, 492, 841]
lead-body-col1	[292, 178, 497, 644]
paragraph: ಇಂದಿನ ಆಧುನಿಕ ಜಗತ್ತಿನಲ್ಲಿ ಸ್ವಾರ್ಥ ಹೆಚ್ಚುತ್ತಿದೆ. ಆದರೆ ನಮ್ಮ ಪರಂಪರೆಯ ಮೌಲ್ಯಗಳನ್ನು ನೆನಪಿಸಿಕೊಂಡರೆ ಸಮಾಜ ಸುಂದರವಾಗುತ್ತದೆ. ಮನುಷ್ಯ ಮನುಷ್ಯನಿಗೆ ನೆರವಾಗುವುದು ಧರ್ಮದ ಸಾರ.	[718, 920, 915, 948]
paragraph: ಚಂದ್ರಶೇಖರ ವೆಂಕಟ ರಾಮನ್ ಬಾಲ್ಯದಿಂದಲೇ ಗಣಿತ ಮತ್ತು ಭೌತಶಾಸ್ತ್ರದಲ್ಲಿ ಅಪಾರ ಆಸಕ್ತಿ ಹೊಂದಿದ್ದರು. ಸಂಗೀತ ವಾದ್ಯಗಳ ಧ್ವನಿಯ ಬಗ್ಗೆ ಅವರು ನಡೆಸಿದ ಅಧ್ಯಯನ ಪ್ರಸಿದ್ಧ.	[262, 970, 492, 988]
paragraph: ಸಾರ್ವಜನಿಕವಾಗಿ ಮಾತನಾಡುವಾಗ ವಿಷಯವನ್ನು ಕೇಂದ್ರೀಕರಿಸುತ್ತೀರಿ. ವಿಷಯದ ಸುತ್ತಲೂ ಮಾತುಗಳನ್ನು ಬೆಳೆಸುತ್ತೀರಿ. ನಿಧಾನವಾಗಿ ಮಾತನ್ನು ಹೇಳುತ್ತಾ ಕೇಳುಗರ ಮನಸ್ಸನ್ನು ಗೆಲ್ಲುತ್ತೀರಿ. ನಿಮ್ಮ ಮಾತಿಗೆ ಒಂದು ತೂಕ ಬರುತ್ತದೆ.	[505, 285, 710, 312]
lead-standfirst: ವಿಶುದ್ಧ ಚಕ್ರವು ನಿಮಗೊಲಿದರೆ ದಿನೇ ದಿನೇ ನೀವು ಮಾತಿನ ನಾಯಕರಾಗುತ್ತಾ ಹೋಗುತ್ತೀರಿ.	[307, 139, 483, 159]
olanota-body-col2	[718, 794, 915, 1436]
paragraph: ನಿಮ್ಮದೇ ಅನುಭವಗಳನ್ನು ಮೊದಲು ಹೇಳಿ, ಬಳಿಕ ಯಾರದೋ ಅನುಭವಗಳನ್ನು ಅನುಭವಿಸಿದಂತೆ ಹೇಳಿ	[505, 393, 710, 411]
paragraph: ಇಂದಿನ ಆಧುನಿಕ ಜಗತ್ತಿನಲ್ಲಿ ಸ್ವಾರ್ಥ ಹೆಚ್ಚುತ್ತಿದೆ. ಆದರೆ ನಮ್ಮ ಪರಂಪರೆಯ ಮೌಲ್ಯಗಳನ್ನು ನೆನಪಿಸಿಕೊಂಡರೆ ಸಮಾಜ ಸುಂದರವಾಗುತ್ತದೆ. ಮನುಷ್ಯ ಮನುಷ್ಯನಿಗೆ ನೆರವಾಗುವುದು ಧರ್ಮದ ಸಾರ.	[718, 823, 915, 851]
columnist-card	[505, 142, 705, 224]
raman-body-col1	[28, 716, 253, 1436]
subhead: ಲಿಪ್ ಟ್ರಿಲ್	[718, 327, 744, 336]
dateline	[842, 42, 905, 81]
author-photo	[28, 716, 68, 768]
author-name: •ಪೂರ್ಣಪ್ರಜ್ಞ ಬೇಳೂರು	[527, 173, 581, 181]
paragraph: ಮೆಡಿಟರೇನಿಯನ್ ಸಮುದ್ರದ ನೀಲಿ ಬಣ್ಣಕ್ಕೆ ಕಾರಣವೇನು ಎಂಬ ಪ್ರಶ್ನೆ ಅವರನ್ನು ಕಾಡಿತು. 1928ರ ಫೆಬ್ರವರಿ 28ರಂದು ಅವರು ಬೆಳಕಿನ ಚದುರುವಿಕೆಯ ಹೊಸ ಪರಿಣಾಮವನ್ನು ಕಂಡುಕೊಂಡರು. ಇದೇ ರಾಮನ್ ಪರಿಣಾಮ.	[262, 871, 492, 899]
section-title: ವಿಚಾರ	[472, 34, 568, 80]
divider	[262, 728, 492, 730]
dropcap: ವಿ	[292, 178, 313, 211]
paragraph: 1930ರಲ್ಲಿ ಭೌತಶಾಸ್ತ್ರದ ನೊಬೆಲ್ ಪ್ರಶಸ್ತಿ ಅವರಿಗೆ ಒಲಿಯಿತು. ವಿಜ್ಞಾನ ಕ್ಷೇತ್ರದಲ್ಲಿ ನೊಬೆಲ್ ಪಡೆದ ಮೊದಲ ಏಷ್ಯನ್ ಅವರು. 1954ರಲ್ಲಿ ಭಾರತ ರತ್ನ ಪ್ರಶಸ್ತಿ ನೀಡಿ ಗೌರವಿಸಲಾಯಿತು.	[262, 763, 492, 781]
paragraph: ದೆಡೆ ರಷ್ಯಾ –ಉಕ್ರೇನ್ ಸಮರ, ಇನ್ನೊಂದೆಡೆ ಇಸ್ರೇಲ್ ಮತ್ತು ಅದರ ವಿರೋಧಿಗಳ ನಡುವಿನ ಸಂಘರ್ಷ, ಮತ್ತೊಂದೆಡೆ ಇರಾನ್ ಮೇಲೆ ಅಮೆರಿಕದ ದಾಳಿಯ ಸಂಭಾವ್ಯತೆ...ಇವುಗಳ ಮಧ್ಯೆಯೇ ಮತ್ತೊಂದು ಯುದ್ಧವು ಸ್ಫೋಟಗೊಂಡಿದೆ. ಪಾಕಿಸ್ತಾನವು ಅಫಘಾನಿಸ್ತಾನದ ಮೇಲೆ 'ಸಮರ ಘೋಷಿಸಿದ್ದು' ರಾಜಧಾನಿ ಕಾಬೂಲ್ ಸೇರಿದಂತೆ ಕೆಲವು ನಗರಗಳ ಮೇಲೆ ವೈಮಾನಿಕ ದಾಳಿ ನಡೆಸಿದೆ. ಇದು ಕಳೆದ ಕೆಲವು ತಿಂಗಳುಗಳಿಂದ ಉಭಯದೇಶಗಳ ನಡುವೆ ನಡೆಯುತ್ತಿದ್ದ ಗಡಿ ಚಕಮಕಿಯ ಮುಂದುವರಿದ ಭಾಗ.	[42, 175, 256, 231]
registration-marks	[90, 1442, 126, 1461]
paragraph: ದು 1902ನೇ ಇಸವಿ, ಮದ್ರಾಸಿನ ಪ್ರತಿಷ್ಠಿತ ಪ್ರೆಸಿಡೆನ್ಸಿ ಕಾಲೇಜಿನ ಬಿ.ಎ. ತರಗತಿ. ಕೇವಲ ಹದಿನಾಲ್ಕು ವಯಸ್ಸಿನ ಪುಟ್ಟ ಬಾಲಕನೊಬ್ಬ ತನ್ನ ತರಗತಿಯ ಹಿರಿಯರ ಮಧ್ಯದಲ್ಲಿ ಕುಳಿತಿದ್ದ. ಅವನನ್ನು ಕಂಡ ಪ್ರಾಧ್ಯಾಪಕರು ನೀನು ಈ ತರಗತಿಯವನೇ ಎಂದು ಕೇಳಿದರು.	[28, 1007, 253, 1035]
paragraph: ದಯಾಪ್ರಾರ್ಥನೆ ಅಭ್ಯಾಸ: ಮನಸ್ಸಿನಲ್ಲಿ ಇರುವ ಭಾವನೆಯನ್ನು ಸರಿಯಾದ ಪದಗಳಲ್ಲಿ ವ್ಯಕ್ತಪಡಿಸಿ.	[718, 435, 915, 453]
paragraph: ರತ ಹಿಂದೂಗಳಿಂದ ಸ್ಥಾಪಿತವಾದ ಮತ್ತು ಹಿಂದೂಗಳಿಂದ ನೆಲೆಯಾದ ದೇಶ. ಇಲ್ಲಿ ಜನ್ಮತಾಳಿದ ಹಿಂದೂ ಧರ್ಮವು ತನ್ನ ಸಹಿಷ್ಣುತೆಗೆ ಹೆಸರಾಗಿದೆ. ವಿವಿಧತೆಯಲ್ಲಿ ಏಕತೆ ಎಂಬ ತತ್ವವನ್ನು ಅದು ಎತ್ತಿ ಹಿಡಿಯುತ್ತದೆ.	[718, 1096, 915, 1123]
paragraph: ಜೀವನದಲ್ಲಿ ಇತರರಿಗೆ ನೆರವಾಗುವುದೇ ನಿಜವಾದ ಸಾರ್ಥಕತೆ. ದಾನ, ಧರ್ಮ, ಸೇವೆ ಇವುಗಳು ನಮ್ಮ ಸಂಸ್ಕೃತಿಯ ಮೂಲ ಸ್ತಂಭಗಳು. ಹಸಿದವರಿಗೆ ಅನ್ನ, ಬಾಯಾರಿದವರಿಗೆ ನೀರು ನೀಡುವುದು ಪುಣ್ಯದ ಕೆಲಸ.	[505, 812, 710, 840]
registration-marks	[850, 1442, 886, 1461]
edition: ಮಂಗಳೂರು	[859, 71, 888, 79]
paragraph: ಸಾರ್ವಜನಿಕವಾಗಿ ಮಾತನಾಡುವಾಗ ವಿಷಯವನ್ನು ಕೇಂದ್ರೀಕರಿಸುತ್ತೀರಿ. ವಿಷಯದ ಸುತ್ತಲೂ ಮಾತುಗಳನ್ನು ಬೆಳೆಸುತ್ತೀರಿ. ನಿಧಾನವಾಗಿ ಮಾತನ್ನು ಹೇಳುತ್ತಾ ಕೇಳುಗರ ಮನಸ್ಸನ್ನು ಗೆಲ್ಲುತ್ತೀರಿ. ನಿಮ್ಮ ಮಾತಿಗೆ ಒಂದು ತೂಕ ಬರುತ್ತದೆ.	[292, 285, 497, 313]
paragraph: ದೆಡೆ ರಷ್ಯಾ –ಉಕ್ರೇನ್ ಸಮರ, ಇನ್ನೊಂದೆಡೆ ಇಸ್ರೇಲ್ ಮತ್ತು ಅದರ ವಿರೋಧಿಗಳ ನಡುವಿನ ಸಂಘರ್ಷ, ಮತ್ತೊಂದೆಡೆ ಇರಾನ್ ಮೇಲೆ ಅಮೆರಿಕದ ದಾಳಿಯ ಸಂಭಾವ್ಯತೆ...ಇವುಗಳ ಮಧ್ಯೆಯೇ ಮತ್ತೊಂದು ಯುದ್ಧವು ಸ್ಫೋಟಗೊಂಡಿದೆ. ಪಾಕಿಸ್ತಾನವು ಅಫಘಾನಿಸ್ತಾನದ ಮೇಲೆ 'ಸಮರ ಘೋಷಿಸಿದ್ದು' ರಾಜಧಾನಿ ಕಾಬೂಲ್ ಸೇರಿದಂತೆ ಕೆಲವು ನಗರಗಳ ಮೇಲೆ ವೈಮಾನಿಕ ದಾಳಿ ನಡೆಸಿದೆ. ಇದು ಕಳೆದ ಕೆಲವು ತಿಂಗಳುಗಳಿಂದ ಉಭಯದೇಶಗಳ ನಡುವೆ ನಡೆಯುತ್ತಿದ್ದ ಗಡಿ ಚಕಮಕಿಯ ಮುಂದುವರಿದ ಭಾಗ.	[42, 405, 256, 452]
date: 28 ಫೆಬ್ರವರಿ 2026	[841, 53, 905, 63]
paragraph: ಎಲ್ಲಿ ಅಗತ್ಯವೋ ಅಲ್ಲಿ ಮಾತ್ರ ಮಾತನಾಡುತ್ತೀರಿ. ಅನಗತ್ಯ ಮಾತುಗಳನ್ನು ತಪ್ಪಿಸುತ್ತೀರಿ. ನಿಮ್ಮ ಮಾತಿನಲ್ಲಿ ಸತ್ಯ ಇರುತ್ತದೆ. ಇತರರು ನಿಮ್ಮನ್ನು ನಂಬುತ್ತಾರೆ.	[292, 343, 497, 362]
author-photo	[843, 708, 901, 778]
subhead: ಸಂಪಾದಕೀಯ	[112, 110, 210, 135]
divider	[912, 40, 915, 66]
paragraph: ಮೆಡಿಟರೇನಿಯನ್ ಸಮುದ್ರದ ನೀಲಿ ಬಣ್ಣಕ್ಕೆ ಕಾರಣವೇನು ಎಂಬ ಪ್ರಶ್ನೆ ಅವರನ್ನು ಕಾಡಿತು. 1928ರ ಫೆಬ್ರವರಿ 28ರಂದು ಅವರು ಬೆಳಕಿನ ಚದುರುವಿಕೆಯ ಹೊಸ ಪರಿಣಾಮವನ್ನು ಕಂಡುಕೊಂಡರು. ಇದೇ ರಾಮನ್ ಪರಿಣಾಮ.	[28, 841, 149, 887]
paragraph: ದೆಡೆ ರಷ್ಯಾ –ಉಕ್ರೇನ್ ಸಮರ, ಇನ್ನೊಂದೆಡೆ ಇಸ್ರೇಲ್ ಮತ್ತು ಅದರ ವಿರೋಧಿಗಳ ನಡುವಿನ ಸಂಘರ್ಷ, ಮತ್ತೊಂದೆಡೆ ಇರಾನ್ ಮೇಲೆ ಅಮೆರಿಕದ ದಾಳಿಯ ಸಂಭಾವ್ಯತೆ...ಇವುಗಳ ಮಧ್ಯೆಯೇ ಮತ್ತೊಂದು ಯುದ್ಧವು ಸ್ಫೋಟಗೊಂಡಿದೆ. ಪಾಕಿಸ್ತಾನವು ಅಫಘಾನಿಸ್ತಾನದ ಮೇಲೆ 'ಸಮರ ಘೋಷಿಸಿದ್ದು' ರಾಜಧಾನಿ ಕಾಬೂಲ್ ಸೇರಿದಂತೆ ಕೆಲವು ನಗರಗಳ ಮೇಲೆ ವೈಮಾನಿಕ ದಾಳಿ ನಡೆಸಿದೆ. ಇದು ಕಳೆದ ಕೆಲವು ತಿಂಗಳುಗಳಿಂದ ಉಭಯದೇಶಗಳ ನಡುವೆ ನಡೆಯುತ್ತಿದ್ದ ಗಡಿ ಚಕಮಕಿಯ ಮುಂದುವರಿದ ಭಾಗ.	[128, 271, 256, 355]
editorial-headline: ಪಾಪದ ಕರ್ಮ ಬೆನ್ನು ಬಿಡದು	[42, 151, 190, 170]
paragraph: ಸಾರ್ವಜನಿಕವಾಗಿ ಮಾತನಾಡುವಾಗ ವಿಷಯವನ್ನು ಕೇಂದ್ರೀಕರಿಸುತ್ತೀರಿ. ವಿಷಯದ ಸುತ್ತಲೂ ಮಾತುಗಳನ್ನು ಬೆಳೆಸುತ್ತೀರಿ. ನಿಧಾನವಾಗಿ ಮಾತನ್ನು ಹೇಳುತ್ತಾ ಕೇಳುಗರ ಮನಸ್ಸನ್ನು ಗೆಲ್ಲುತ್ತೀರಿ. ನಿಮ್ಮ ಮಾತಿಗೆ ಒಂದು ತೂಕ ಬರುತ್ತದೆ.	[292, 207, 497, 235]
paragraph: ದಯಾಪ್ರಾರ್ಥನೆ ಅಭ್ಯಾಸ: ಮನಸ್ಸಿನಲ್ಲಿ ಇರುವ ಭಾವನೆಯನ್ನು ಸರಿಯಾದ ಪದಗಳಲ್ಲಿ ವ್ಯಕ್ತಪಡಿಸಿ.	[718, 356, 915, 375]
paragraph: ಪರಿಸ್ಥಿತಿಯನ್ನು ನಿಭಾಯಿಸಲು ಪಾಕಿಸ್ತಾನ ಸೇನೆಯು ಆಕ್ರಮಣಕಾರಿ ನೀತಿಯನ್ನು ಅನುಸರಿಸುತ್ತಿದೆ. ತಾಲಿಬಾನ್ ಆಡಳಿತವು ಪ್ರತಿದಾಳಿ ನಡೆಸುವುದಾಗಿ ಎಚ್ಚರಿಕೆ ನೀಡಿದೆ. ಈ ಸಂಘರ್ಷ ಪ್ರಾದೇಶಿಕ ಶಾಂತಿಗೆ ಧಕ್ಕೆ ತರಬಹುದು.	[128, 232, 256, 269]
divider	[280, 648, 915, 654]
paragraph: ಜೀವನದಲ್ಲಿ ಇತರರಿಗೆ ನೆರವಾಗುವುದೇ ನಿಜವಾದ ಸಾರ್ಥಕತೆ. ದಾನ, ಧರ್ಮ, ಸೇವೆ ಇವುಗಳು ನಮ್ಮ ಸಂಸ್ಕೃತಿಯ ಮೂಲ ಸ್ತಂಭಗಳು. ಹಸಿದವರಿಗೆ ಅನ್ನ, ಬಾಯಾರಿದವರಿಗೆ ನೀರು ನೀಡುವುದು ಪುಣ್ಯದ ಕೆಲಸ.	[505, 1056, 710, 1083]
war-photo	[42, 236, 122, 346]
olanota-body-col1	[505, 754, 710, 1436]
author-name: •ಕೆ.ಬಾ. ಮಲ್ಯ	[748, 745, 784, 753]
divider	[28, 92, 915, 93]
cv-raman-photo	[155, 759, 253, 883]
subhead: ಹ್ಯೂಮ್	[718, 268, 738, 277]
paragraph: ಮೌನ ಕೂಡಾ ಮಾತಿನ ಒಂದು ಭಾಗ. ಸರಿಯಾದ ಸಮಯಕ್ಕೆ ಸುಮ್ಮನಿರುವುದು ಕಲಿಯಿರಿ. ಪ್ರತಿದಿನ ಹತ್ತು ನಿಮಿಷ ಗಟ್ಟಿಯಾಗಿ ಓದಿ.	[718, 415, 915, 434]
dropcap: ಒಂ	[42, 175, 78, 208]
paragraph: ರತ ಹಿಂದೂಗಳಿಂದ ಸ್ಥಾಪಿತವಾದ ಮತ್ತು ಹಿಂದೂಗಳಿಂದ ನೆಲೆಯಾದ ದೇಶ. ಇಲ್ಲಿ ಜನ್ಮತಾಳಿದ ಹಿಂದೂ ಧರ್ಮವು ತನ್ನ ಸಹಿಷ್ಣುತೆಗೆ ಹೆಸರಾಗಿದೆ. ವಿವಿಧತೆಯಲ್ಲಿ ಏಕತೆ ಎಂಬ ತತ್ವವನ್ನು ಅದು ಎತ್ತಿ ಹಿಡಿಯುತ್ತದೆ.	[718, 852, 915, 880]
paragraph: ಜೀವನದಲ್ಲಿ ಇತರರಿಗೆ ನೆರವಾಗುವುದೇ ನಿಜವಾದ ಸಾರ್ಥಕತೆ. ದಾನ, ಧರ್ಮ, ಸೇವೆ ಇವುಗಳು ನಮ್ಮ ಸಂಸ್ಕೃತಿಯ ಮೂಲ ಸ್ತಂಭಗಳು. ಹಸಿದವರಿಗೆ ಅನ್ನ, ಬಾಯಾರಿದವರಿಗೆ ನೀರು ನೀಡುವುದು ಪುಣ್ಯದ ಕೆಲಸ.	[505, 939, 710, 967]
paragraph: ರತ ಹಿಂದೂಗಳಿಂದ ಸ್ಥಾಪಿತವಾದ ಮತ್ತು ಹಿಂದೂಗಳಿಂದ ನೆಲೆಯಾದ ದೇಶ. ಇಲ್ಲಿ ಜನ್ಮತಾಳಿದ ಹಿಂದೂ ಧರ್ಮವು ತನ್ನ ಸಹಿಷ್ಣುತೆಗೆ ಹೆಸರಾಗಿದೆ. ವಿವಿಧತೆಯಲ್ಲಿ ಏಕತೆ ಎಂಬ ತತ್ವವನ್ನು ಅದು ಎತ್ತಿ ಹಿಡಿಯುತ್ತದೆ.	[718, 979, 915, 1007]
paragraph: ಮದ್ರಾಸಿನ ಪ್ರತಿಷ್ಠಿತ ಕಾಲೇಜಿನಲ್ಲಿ ಬಿ.ಎ. ಮತ್ತು ಎಂ.ಎ. ಪದವಿಗಳನ್ನು ಪ್ರಥಮ ಸ್ಥಾನದಲ್ಲಿ ಪಡೆದ ಅವರು ಕೊಲ್ಕತ್ತಾದಲ್ಲಿ ಹಣಕಾಸು ಇಲಾಖೆಯಲ್ಲಿ ಉದ್ಯೋಗಕ್ಕೆ ಸೇರಿದರು. ಆದರೂ ಸಂಶೋಧನೆಯ ಹಂಬಲ ಬಿಡಲಿಲ್ಲ.	[262, 802, 492, 821]
byline: ▸ಸುರೇಶ್ ಮರಕಾಲ	[32, 703, 77, 711]
olanota-standfirst: ಸಹಿಷ್ಣುತೆ ಹಾಗೂ ವಿವಿಧತೆಯಲ್ಲಿ ಏಕತೆಯನ್ನು ಕಾಣುವುದು ಹಿಂದೂ ಧರ್ಮದ ವೈಶಿಷ್ಟ್ಯ. ಪರೋಪಕಾರಕ್ಕೂ ಹಿಂದು ಧರ್ಮ ಆದ್ಯತೆ ನೀಡುತ್ತದೆ.	[506, 699, 709, 719]
ornament: ———◦◈◦———	[121, 135, 177, 143]
paragraph: ಜೀವನದಲ್ಲಿ ಇತರರಿಗೆ ನೆರವಾಗುವುದೇ ನಿಜವಾದ ಸಾರ್ಥಕತೆ. ದಾನ, ಧರ್ಮ, ಸೇವೆ ಇವುಗಳು ನಮ್ಮ ಸಂಸ್ಕೃತಿಯ ಮೂಲ ಸ್ತಂಭಗಳು. ಹಸಿದವರಿಗೆ ಅನ್ನ, ಬಾಯಾರಿದವರಿಗೆ ನೀರು ನೀಡುವುದು ಪುಣ್ಯದ ಕೆಲಸ.	[718, 794, 915, 821]
paragraph: ಮೌನ ಕೂಡಾ ಮಾತಿನ ಒಂದು ಭಾಗ. ಸರಿಯಾದ ಸಮಯಕ್ಕೆ ಸುಮ್ಮನಿರುವುದು ಕಲಿಯಿರಿ. ಪ್ರತಿದಿನ ಹತ್ತು ನಿಮಿಷ ಗಟ್ಟಿಯಾಗಿ ಓದಿ.	[718, 218, 915, 237]
subhead: ಜೀವನದ ಸಾರ್ಥಕತೆ	[718, 911, 762, 920]
paragraph: ಶುದ್ಧ ಚಕ್ರವು ನಿಮಗೆ ಒಲಿದುದಾದರೆ... ನೀವು ಸ್ಪಷ್ಟವಾಗಿ, ಸಣ್ಣ ಸಣ್ಣ ವಾಕ್ಯಗಳಲ್ಲಿ ಸಂಗತಿಗಳನ್ನು ಹೇಳುತ್ತೀರಿ. ಕೇಳುಗರಿಗೆ ಇಷ್ಟವಾಗುವ ರೀತಿಯಲ್ಲಿ ಹೇಳುತ್ತೀರಿ. ಮಕ್ಕಳಿಂದ ಹಿಡಿದು ವೃದ್ಧರವರೆಗೆ ಎಲ್ಲರನ್ನೂ ಆಕರ್ಷಿಸುತ್ತೀರಿ. ನಿಮ್ಮ ಸ್ವರ ಹಿತವಾಗಿರುತ್ತದೆ.	[505, 314, 710, 342]
page-number: ೦೬	[80, 66, 163, 88]
paragraph: ಇಂದಿನ ಆಧುನಿಕ ಜಗತ್ತಿನಲ್ಲಿ ಸ್ವಾರ್ಥ ಹೆಚ್ಚುತ್ತಿದೆ. ಆದರೆ ನಮ್ಮ ಪರಂಪರೆಯ ಮೌಲ್ಯಗಳನ್ನು ನೆನಪಿಸಿಕೊಂಡರೆ ಸಮಾಜ ಸುಂದರವಾಗುತ್ತದೆ. ಮನುಷ್ಯ ಮನುಷ್ಯನಿಗೆ ನೆರವಾಗುವುದು ಧರ್ಮದ ಸಾರ.	[718, 1066, 915, 1094]
paragraph: ಎಲ್ಲಿ ಅಗತ್ಯವೋ ಅಲ್ಲಿ ಮಾತ್ರ ಮಾತನಾಡುತ್ತೀರಿ. ಅನಗತ್ಯ ಮಾತುಗಳನ್ನು ತಪ್ಪಿಸುತ್ತೀರಿ. ನಿಮ್ಮ ಮಾತಿನಲ್ಲಿ ಸತ್ಯ ಇರುತ್ತದೆ. ಇತರರು ನಿಮ್ಮನ್ನು ನಂಬುತ್ತಾರೆ.	[292, 236, 497, 254]
